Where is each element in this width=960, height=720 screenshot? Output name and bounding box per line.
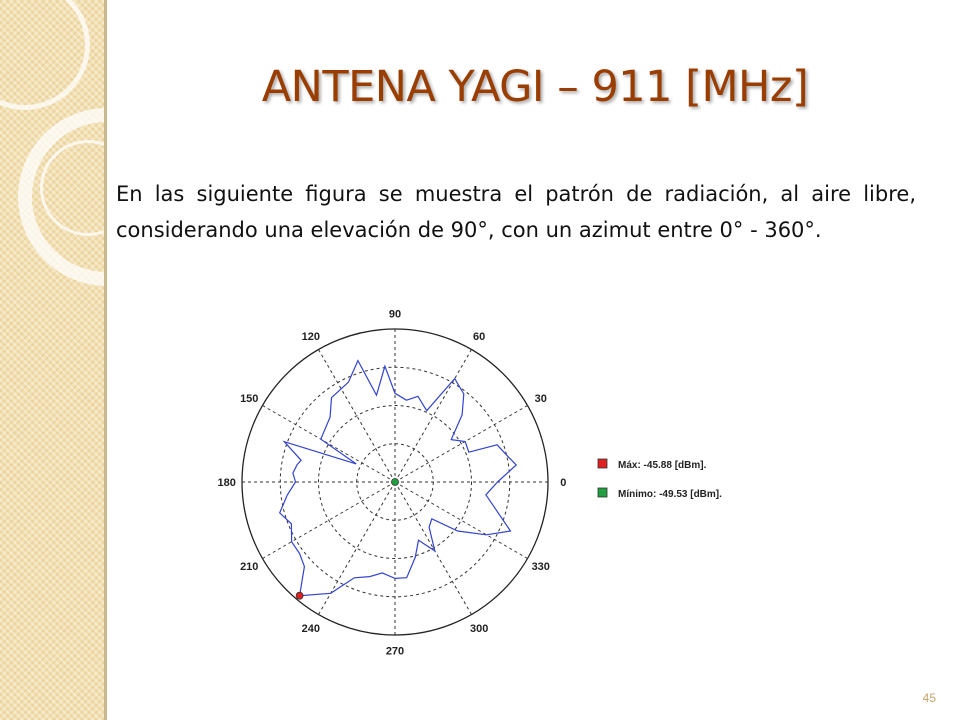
- angle-tick-label: 180: [217, 477, 236, 489]
- angle-tick-label: 240: [301, 622, 321, 635]
- angle-tick-label: 60: [473, 331, 486, 344]
- page-number: 45: [922, 691, 936, 705]
- legend-label: Máx: -45.88 [dBm].: [618, 460, 707, 471]
- angle-tick-label: 0: [560, 477, 567, 489]
- max-marker: [296, 592, 303, 599]
- polar-spoke: [262, 406, 395, 483]
- legend-swatch: [598, 459, 607, 468]
- polar-spoke: [395, 482, 528, 559]
- slide-title: ANTENA YAGI – 911 [MHz]: [261, 62, 809, 112]
- polar-spoke: [319, 482, 396, 615]
- polar-radiation-chart: [200, 300, 760, 660]
- polar-spoke: [395, 349, 472, 482]
- angle-tick-label: 210: [240, 561, 259, 574]
- decorative-sidebar: [0, 0, 104, 720]
- angle-tick-label: 270: [385, 645, 405, 658]
- angle-tick-label: 90: [388, 308, 402, 321]
- legend-label: Mínimo: -49.53 [dBm].: [618, 489, 722, 500]
- chart-legend: [598, 459, 722, 500]
- min-marker: [392, 479, 399, 486]
- slide-body-text: En las siguiente figura se muestra el patrón de radiación, al aire libre, considerando una elevación de 90°, con un azimut entre 0° - 360°.: [116, 182, 916, 242]
- angle-tick-label: 30: [534, 392, 547, 405]
- sidebar-edge-divider: [104, 0, 107, 720]
- legend-swatch: [598, 488, 607, 497]
- angle-tick-label: 300: [469, 622, 489, 635]
- angle-tick-label: 120: [301, 331, 321, 344]
- angle-tick-label: 330: [531, 561, 550, 574]
- angle-tick-label: 150: [240, 392, 259, 405]
- chart-markers: [296, 479, 398, 600]
- swirl-decoration-small: [0, 0, 90, 110]
- radiation-pattern-trace: [280, 361, 517, 596]
